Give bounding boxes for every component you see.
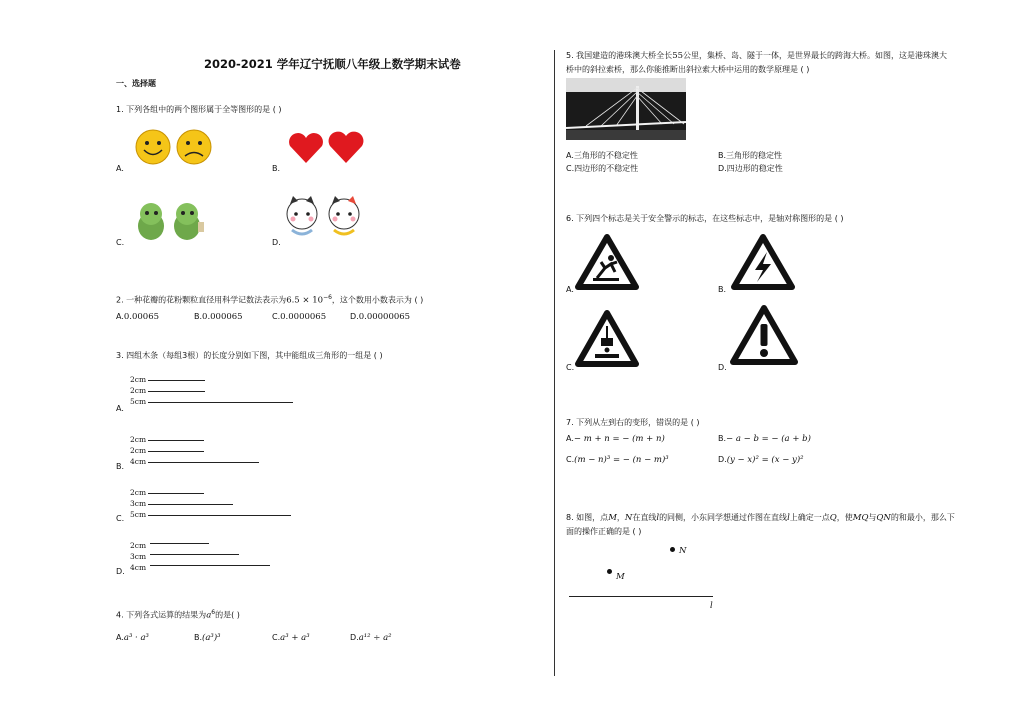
exclamation-warning-icon [729, 304, 799, 366]
q8-var-q: Q [829, 513, 837, 523]
question-6-option-c[interactable]: C. [566, 363, 575, 372]
option-label: D. [350, 633, 359, 642]
stick-length-label: 2cm [130, 435, 147, 444]
q8-text-part: 上确定一点 [789, 513, 830, 522]
option-value: (y − x)² = (x − y)² [726, 455, 804, 465]
question-5-text-post: 公里，集桥、岛、隧于一体，是世界最长的跨海大桥。如图，这是港珠澳大 [683, 51, 948, 60]
question-8-text-line2: 面的操作正确的是 ( ) [566, 527, 642, 536]
question-7-text: 7. 下列从左到右的变形，错误的是 ( ) [566, 418, 700, 427]
question-4-text-pre: 4. 下列各式运算的结果为 [116, 610, 207, 620]
option-label: C. [566, 455, 575, 464]
question-5-text-line1 [566, 50, 947, 61]
question-2-option-d[interactable] [350, 312, 410, 322]
stick-length-label: 2cm [130, 446, 147, 455]
high-voltage-warning-icon [731, 234, 795, 290]
question-2-option-b[interactable] [194, 312, 243, 322]
line-l-label: l [710, 601, 713, 611]
question-6-option-b[interactable]: B. [718, 285, 727, 294]
question-5-option-b[interactable]: B.三角形的稳定性 [718, 151, 783, 160]
option-value: 0.00065 [123, 312, 160, 322]
question-3-option-b[interactable]: B. [116, 462, 125, 471]
question-3-option-a[interactable]: A. [116, 404, 124, 413]
point-n-label: N [679, 546, 687, 556]
question-7-option-b[interactable] [718, 434, 811, 444]
question-5-option-a[interactable]: A.三角形的不稳定性 [566, 151, 638, 160]
stick-length-label: 2cm [130, 386, 147, 395]
option-value: − a − b = − (a + b) [726, 434, 811, 444]
question-6-option-a[interactable]: A. [566, 285, 574, 294]
stick-segment [148, 440, 204, 441]
question-2-exp: −6 [323, 294, 332, 301]
line-l [569, 596, 713, 597]
question-4-option-a[interactable] [116, 633, 149, 643]
option-label: A. [566, 434, 574, 443]
question-6-option-d[interactable]: D. [718, 363, 727, 372]
option-label: B. [718, 434, 727, 443]
option-value: (m − n)³ = − (n − m)³ [574, 455, 669, 465]
cat-characters-image [284, 196, 364, 240]
q8-var-qn: QN [876, 513, 891, 523]
point-m-label: M [616, 572, 625, 582]
question-4-option-c[interactable] [272, 633, 310, 643]
question-1-option-d[interactable]: D. [272, 238, 281, 247]
stick-segment [148, 391, 205, 392]
stick-segment [150, 543, 209, 544]
option-label: A. [116, 312, 124, 321]
question-6-text: 6. 下列四个标志是关于安全警示的标志，在这些标志中，是轴对称图形的是 ( ) [566, 214, 844, 223]
stick-length-label: 3cm [130, 552, 147, 561]
option-value: 0.00000065 [358, 312, 411, 322]
q8-text-part: 在直线 [632, 513, 657, 522]
question-3-text: 3. 四组木条（每组3根）的长度分别如下图，其中能组成三角形的一组是 ( ) [116, 351, 383, 360]
q8-text-part: 的和最小，那么下 [890, 513, 955, 522]
stick-length-label: 4cm [130, 563, 147, 572]
question-4-target-exp: 6 [211, 609, 216, 616]
option-label: D. [718, 455, 727, 464]
q8-var-mq: MQ [852, 513, 869, 523]
question-2-sci: 6.5 × 10 [286, 295, 324, 306]
question-1-option-a[interactable]: A. [116, 164, 124, 173]
stick-segment [148, 402, 293, 403]
question-2-text-post: ，这个数用小数表示为 ( ) [331, 295, 424, 305]
stick-segment [148, 380, 205, 381]
option-value: − m + n = − (m + n) [573, 434, 665, 444]
option-label: D. [350, 312, 359, 321]
stick-length-label: 2cm [130, 488, 147, 497]
stick-length-label: 5cm [130, 397, 147, 406]
question-7-option-a[interactable] [566, 434, 665, 444]
question-3-option-c[interactable]: C. [116, 514, 125, 523]
question-1-option-b[interactable]: B. [272, 164, 281, 173]
q8-var-l: l [787, 513, 790, 523]
question-2-option-a[interactable] [116, 312, 159, 322]
q8-text-part: ， [616, 513, 625, 522]
question-1-text: 1. 下列各组中的两个图形属于全等图形的是 ( ) [116, 105, 282, 114]
stick-segment [148, 462, 259, 463]
question-4-text-post: 的是( ) [215, 610, 240, 620]
stick-length-label: 2cm [130, 541, 147, 550]
option-value: a³ + a³ [280, 633, 310, 643]
q8-text-part: 与 [868, 513, 877, 522]
question-2-text-pre: 2. 一种花瓣的花粉颗粒直径用科学记数法表示为 [116, 295, 287, 305]
column-divider [554, 50, 555, 676]
question-4-text [116, 609, 240, 621]
question-2-option-c[interactable] [272, 312, 326, 322]
q8-var-m: M [608, 513, 617, 523]
stick-segment [148, 451, 204, 452]
option-label: C. [272, 312, 281, 321]
q8-var-n: N [624, 513, 633, 523]
question-1-option-c[interactable]: C. [116, 238, 125, 247]
option-value: 0.000065 [202, 312, 243, 322]
stick-segment [150, 554, 239, 555]
question-4-option-b[interactable] [194, 633, 221, 643]
option-value: a¹² ÷ a² [358, 633, 392, 643]
bridge-photo [566, 78, 686, 140]
question-7-option-d[interactable] [718, 455, 804, 465]
q8-var-l: l [656, 513, 660, 523]
point-m-dot [607, 569, 612, 574]
question-5-option-d[interactable]: D.四边形的稳定性 [718, 164, 783, 173]
turtle-characters-image [134, 200, 208, 242]
question-3-option-d[interactable]: D. [116, 567, 125, 576]
q8-text-part: ，使 [836, 513, 853, 522]
falling-person-warning-icon [575, 234, 639, 290]
question-5-text-pre: 5. 我国建造的港珠澳大桥全长 [566, 51, 673, 60]
stick-length-label: 2cm [130, 375, 147, 384]
option-label: A. [116, 633, 124, 642]
option-label: B. [194, 312, 203, 321]
option-value: (a³)³ [202, 633, 221, 643]
stick-length-label: 5cm [130, 510, 147, 519]
question-2-text [116, 294, 423, 306]
q8-text-part: 的同侧，小东同学想通过作图在直线 [659, 513, 788, 522]
question-7-option-c[interactable] [566, 455, 669, 465]
smiley-faces-image [134, 128, 214, 166]
question-8-text-line1 [566, 512, 955, 523]
question-5-text-line2: 桥中的斜拉索桥，那么你能推断出斜拉索大桥中运用的数学原理是 ( ) [566, 65, 810, 74]
option-label: B. [194, 633, 203, 642]
option-label: C. [272, 633, 281, 642]
stick-segment [148, 493, 204, 494]
stick-length-label: 3cm [130, 499, 147, 508]
hearts-image [286, 130, 366, 166]
page-title: 2020-2021 学年辽宁抚顺八年级上数学期末试卷 [204, 57, 461, 71]
section-heading: 一、选择题 [116, 79, 156, 88]
stick-length-label: 4cm [130, 457, 147, 466]
option-value: 0.0000065 [280, 312, 327, 322]
question-4-target: a [206, 610, 212, 621]
question-4-option-d[interactable] [350, 633, 392, 643]
stick-segment [150, 565, 270, 566]
option-value: a³ · a³ [123, 633, 149, 643]
stick-segment [148, 515, 291, 516]
point-n-dot [670, 547, 675, 552]
question-5-number: 55 [672, 51, 684, 61]
question-5-option-c[interactable]: C.四边形的不稳定性 [566, 164, 639, 173]
overhead-load-warning-icon [575, 310, 639, 368]
q8-text-part: 8. 如图，点 [566, 513, 609, 522]
stick-segment [148, 504, 233, 505]
